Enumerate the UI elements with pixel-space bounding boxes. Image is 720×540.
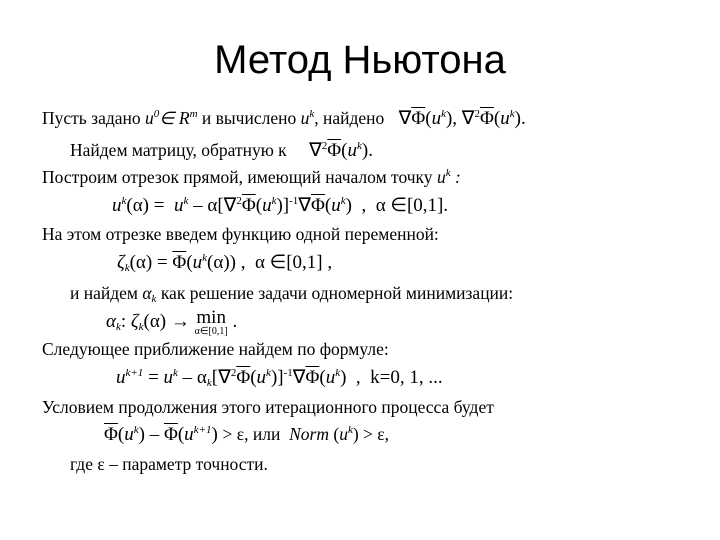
formula-iteration: $u^{k+1} = u^k - \alpha_k[\nabla^2\overline{\Phi}(u^k)]^{-1}\nabla\overline{\Phi}(u^k)$ , k=0, 1, ...: [116, 367, 443, 389]
text-line-3: Построим отрезок прямой, имеющий началом точку $u^k$ :: [42, 167, 461, 187]
text-line-1: Пусть задано $u^0\in$ $R^m$ и вычислено $u^k$, найдено $\nabla\overline{\Phi}(u^k)$, $\nabla^2\overline{\Phi}(u^k)$.: [42, 108, 526, 129]
text-line-2: Найдем матрицу, обратную к $\nabla^2\overline{\Phi}(u^k)$.: [70, 140, 373, 161]
formula-gradient-hessian: $\nabla\overline{\Phi}(u^k)$, $\nabla^2\overline{\Phi}(u^k)$.: [398, 108, 526, 129]
text-line-6: Следующее приближение найдем по формуле:: [42, 339, 389, 359]
slide-title: Метод Ньютона: [214, 38, 506, 82]
text-line-4: На этом отрезке введем функцию одной переменной:: [42, 224, 439, 244]
text-line-9: где ε – параметр точности.: [70, 454, 268, 474]
formula-segment: $u^k(\alpha) = u^k - \alpha[\nabla^2\overline{\Phi}(u^k)]^{-1}\nabla\overline{\Phi}(u^k)$ , α ∈[0,1].: [112, 195, 449, 216]
text-line-5: и найдем $\alpha_k$ как решение задачи одномерной минимизации:: [70, 283, 514, 305]
formula-u0: $u^0\in$ $R^m$: [145, 108, 198, 128]
formula-hessian: $\nabla^2\overline{\Phi}(u^k)$.: [309, 140, 373, 161]
text-line-7: Условием продолжения этого итерационного процесса будет: [42, 397, 494, 417]
formula-stop-condition: $\overline{\Phi}(u^k) - \overline{\Phi}(u^{k+1}) > \varepsilon$, или Norm $(u^k) > \varepsilon$,: [104, 424, 389, 445]
formula-minimization: $\alpha_k$: $\zeta_k(\alpha)$ → min α∈[0,1] .: [106, 307, 238, 337]
formula-zeta: $\zeta_k(\alpha) = \overline{\Phi}(u^k(\alpha))$ , α ∈[0,1] ,: [117, 252, 333, 274]
